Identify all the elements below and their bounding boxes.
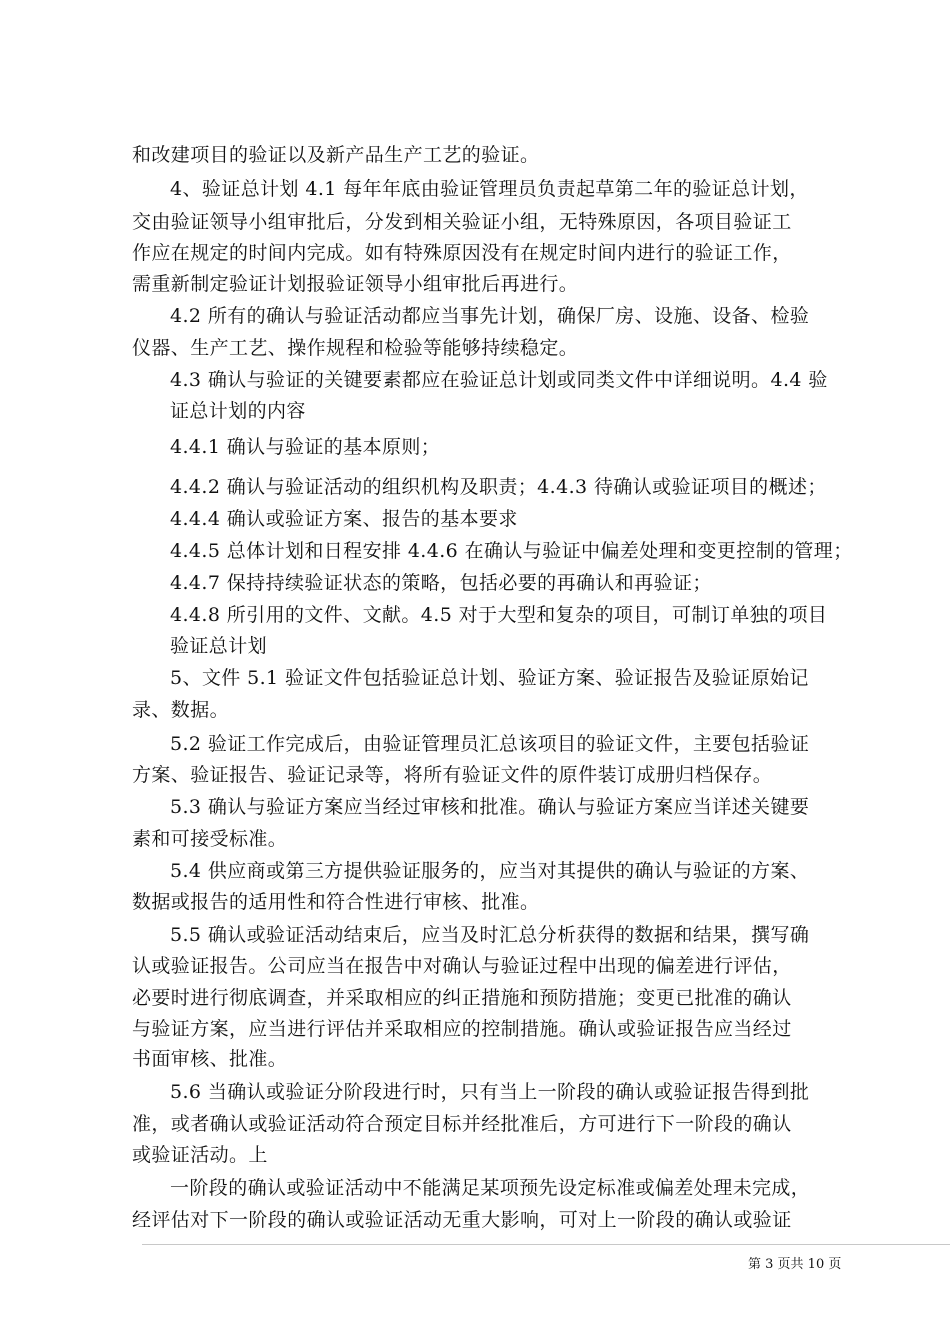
paragraph-line: 4、验证总计划 4.1 每年年底由验证管理员负责起草第二年的验证总计划，	[170, 178, 809, 200]
paragraph-line: 4.2 所有的确认与验证活动都应当事先计划，确保厂房、设施、设备、检验	[170, 305, 810, 327]
paragraph-line: 录、数据。	[132, 699, 230, 721]
paragraph-line: 经评估对下一阶段的确认或验证活动无重大影响，可对上一阶段的确认或验证	[132, 1209, 792, 1231]
paragraph-line: 作应在规定的时间内完成。如有特殊原因没有在规定时间内进行的验证工作，	[132, 242, 792, 264]
paragraph-line: 5.2 验证工作完成后，由验证管理员汇总该项目的验证文件，主要包括验证	[170, 733, 810, 755]
paragraph-line: 方案、验证报告、验证记录等，将所有验证文件的原件装订成册归档保存。	[132, 764, 773, 786]
paragraph-line: 5.3 确认与验证方案应当经过审核和批准。确认与验证方案应当详述关键要	[170, 796, 810, 818]
paragraph-line: 验证总计划	[170, 635, 268, 657]
paragraph-line: 4.4.7 保持持续验证状态的策略，包括必要的再确认和再验证；	[170, 572, 712, 594]
paragraph-line: 4.4.5 总体计划和日程安排 4.4.6 在确认与验证中偏差处理和变更控制的管理；	[170, 540, 853, 562]
paragraph-line: 仪器、生产工艺、操作规程和检验等能够持续稳定。	[132, 337, 579, 359]
footer-divider	[142, 1244, 950, 1245]
paragraph-line: 4.4.1 确认与验证的基本原则；	[170, 436, 441, 458]
paragraph-line: 素和可接受标准。	[132, 828, 288, 850]
paragraph-line: 书面审核、批准。	[132, 1048, 288, 1070]
paragraph-line: 数据或报告的适用性和符合性进行审核、批准。	[132, 891, 540, 913]
paragraph-line: 4.4.8 所引用的文件、文献。4.5 对于大型和复杂的项目，可制订单独的项目	[170, 604, 828, 626]
paragraph-line: 必要时进行彻底调查，并采取相应的纠正措施和预防措施；变更已批准的确认	[132, 987, 792, 1009]
paragraph-line: 4.4.4 确认或验证方案、报告的基本要求	[170, 508, 518, 530]
paragraph-line: 4.3 确认与验证的关键要素都应在验证总计划或同类文件中详细说明。4.4 验	[170, 369, 828, 391]
paragraph-line: 认或验证报告。公司应当在报告中对确认与验证过程中出现的偏差进行评估，	[132, 955, 792, 977]
paragraph-line: 4.4.2 确认与验证活动的组织机构及职责；4.4.3 待确认或验证项目的概述；	[170, 476, 827, 498]
paragraph-line: 交由验证领导小组审批后，分发到相关验证小组，无特殊原因，各项目验证工	[132, 211, 792, 233]
paragraph-line: 5.4 供应商或第三方提供验证服务的，应当对其提供的确认与验证的方案、	[170, 860, 810, 882]
paragraph-line: 与验证方案，应当进行评估并采取相应的控制措施。确认或验证报告应当经过	[132, 1018, 792, 1040]
paragraph-line: 一阶段的确认或验证活动中不能满足某项预先设定标准或偏差处理未完成，	[170, 1177, 811, 1199]
paragraph-line: 5.5 确认或验证活动结束后，应当及时汇总分析获得的数据和结果，撰写确	[170, 924, 810, 946]
page-number: 第 3 页共 10 页	[748, 1257, 842, 1272]
paragraph-line: 5、文件 5.1 验证文件包括验证总计划、验证方案、验证报告及验证原始记	[170, 667, 809, 689]
paragraph-line: 和改建项目的验证以及新产品生产工艺的验证。	[132, 144, 540, 166]
paragraph-line: 准，或者确认或验证活动符合预定目标并经批准后，方可进行下一阶段的确认	[132, 1113, 792, 1135]
paragraph-line: 需重新制定验证计划报验证领导小组审批后再进行。	[132, 273, 579, 295]
paragraph-line: 证总计划的内容	[170, 400, 306, 422]
paragraph-line: 或验证活动。上	[132, 1144, 268, 1166]
paragraph-line: 5.6 当确认或验证分阶段进行时，只有当上一阶段的确认或验证报告得到批	[170, 1081, 810, 1103]
